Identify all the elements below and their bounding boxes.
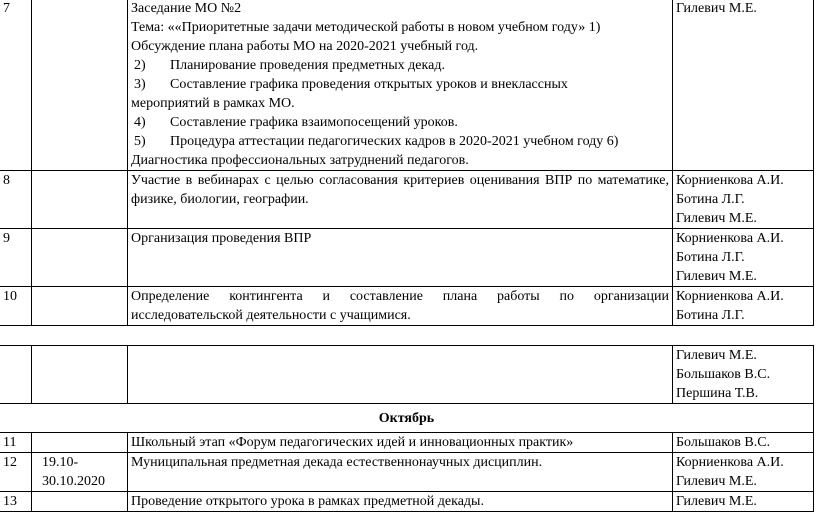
responsible-person: Корниенкова А.И. — [676, 173, 784, 188]
row-date: 19.10- 30.10.2020 — [32, 453, 128, 492]
table-row — [0, 492, 814, 512]
table-row — [0, 0, 814, 171]
responsible-person: Гилевич М.Е. — [676, 269, 757, 284]
responsible-person: Першина Т.В. — [676, 386, 759, 401]
responsible-person: Гилевич М.Е. — [676, 1, 757, 16]
month-row — [0, 404, 814, 433]
row-responsible — [673, 453, 814, 492]
responsible-person: Ботина Л.Г. — [676, 250, 745, 265]
list-item: 5) Процедура аттестации педагогических кадров в 2020-2021 учебном году 6) — [134, 134, 619, 149]
row-activity — [128, 0, 673, 171]
row-activity — [128, 346, 673, 404]
list-item: 3) Составление графика проведения открытых уроков и внеклассных — [134, 77, 568, 92]
meeting-topic: Тема: ««Приоритетные задачи методической работы в новом учебном году» 1) Обсуждение плана работы МО на 2020-2021 учебный год. — [131, 20, 601, 54]
responsible-person: Большаков В.С. — [676, 367, 771, 382]
responsible-person: Ботина Л.Г. — [676, 192, 745, 207]
month-heading: Октябрь — [0, 404, 814, 433]
row-responsible — [673, 492, 814, 512]
row-date — [32, 346, 128, 404]
row-activity: Участие в вебинарах с целью согласования критериев оценивания ВПР по математике, физике, биологии, географии. — [128, 171, 673, 229]
responsible-person: Большаков В.С. — [676, 435, 771, 450]
row-number: 12 — [0, 453, 32, 492]
table-row — [0, 433, 814, 453]
row-number: 13 — [0, 492, 32, 512]
row-date — [32, 171, 128, 229]
row-responsible — [673, 287, 814, 326]
row-responsible — [673, 433, 814, 453]
row-responsible — [673, 346, 814, 404]
row-responsible — [673, 229, 814, 287]
responsible-person: Корниенкова А.И. — [676, 231, 784, 246]
responsible-person: Гилевич М.Е. — [676, 211, 757, 226]
meeting-title: Заседание МО №2 — [131, 1, 242, 16]
row-number — [0, 346, 32, 404]
row-number: 8 — [0, 171, 32, 229]
table-row — [0, 453, 814, 492]
row-number: 9 — [0, 229, 32, 287]
responsible-person: Гилевич М.Е. — [676, 494, 757, 509]
row-activity: Организация проведения ВПР — [128, 229, 673, 287]
row-date — [32, 287, 128, 326]
responsible-person: Гилевич М.Е. — [676, 348, 757, 363]
table-row — [0, 346, 814, 404]
table-row — [0, 287, 814, 326]
table-row — [0, 171, 814, 229]
row-activity: Определение контингента и составление плана работы по организации исследовательской деятельности с учащимися. — [128, 287, 673, 326]
list-item-continuation: Диагностика профессиональных затруднений педагогов. — [131, 153, 469, 168]
row-date — [32, 0, 128, 171]
row-number: 7 — [0, 0, 32, 171]
list-item: 4) Составление графика взаимопосещений уроков. — [134, 115, 458, 130]
row-responsible — [673, 171, 814, 229]
responsible-person: Корниенкова А.И. — [676, 455, 784, 470]
responsible-person: Корниенкова А.И. — [676, 289, 784, 304]
list-item-continuation: мероприятий в рамках МО. — [131, 96, 295, 111]
row-activity: Муниципальная предметная декада естественнонаучных дисциплин. — [128, 453, 673, 492]
responsible-person: Ботина Л.Г. — [676, 308, 745, 323]
row-number: 11 — [0, 433, 32, 453]
plan-table-october — [0, 345, 814, 512]
table-row — [0, 229, 814, 287]
row-activity: Школьный этап «Форум педагогических идей и инновационных практик» — [128, 433, 673, 453]
list-item: 2) Планирование проведения предметных декад. — [134, 58, 445, 73]
row-responsible — [673, 0, 814, 171]
row-number: 10 — [0, 287, 32, 326]
row-date — [32, 433, 128, 453]
responsible-person: Гилевич М.Е. — [676, 474, 757, 489]
row-date — [32, 492, 128, 512]
row-date — [32, 229, 128, 287]
row-activity: Проведение открытого урока в рамках предметной декады. — [128, 492, 673, 512]
